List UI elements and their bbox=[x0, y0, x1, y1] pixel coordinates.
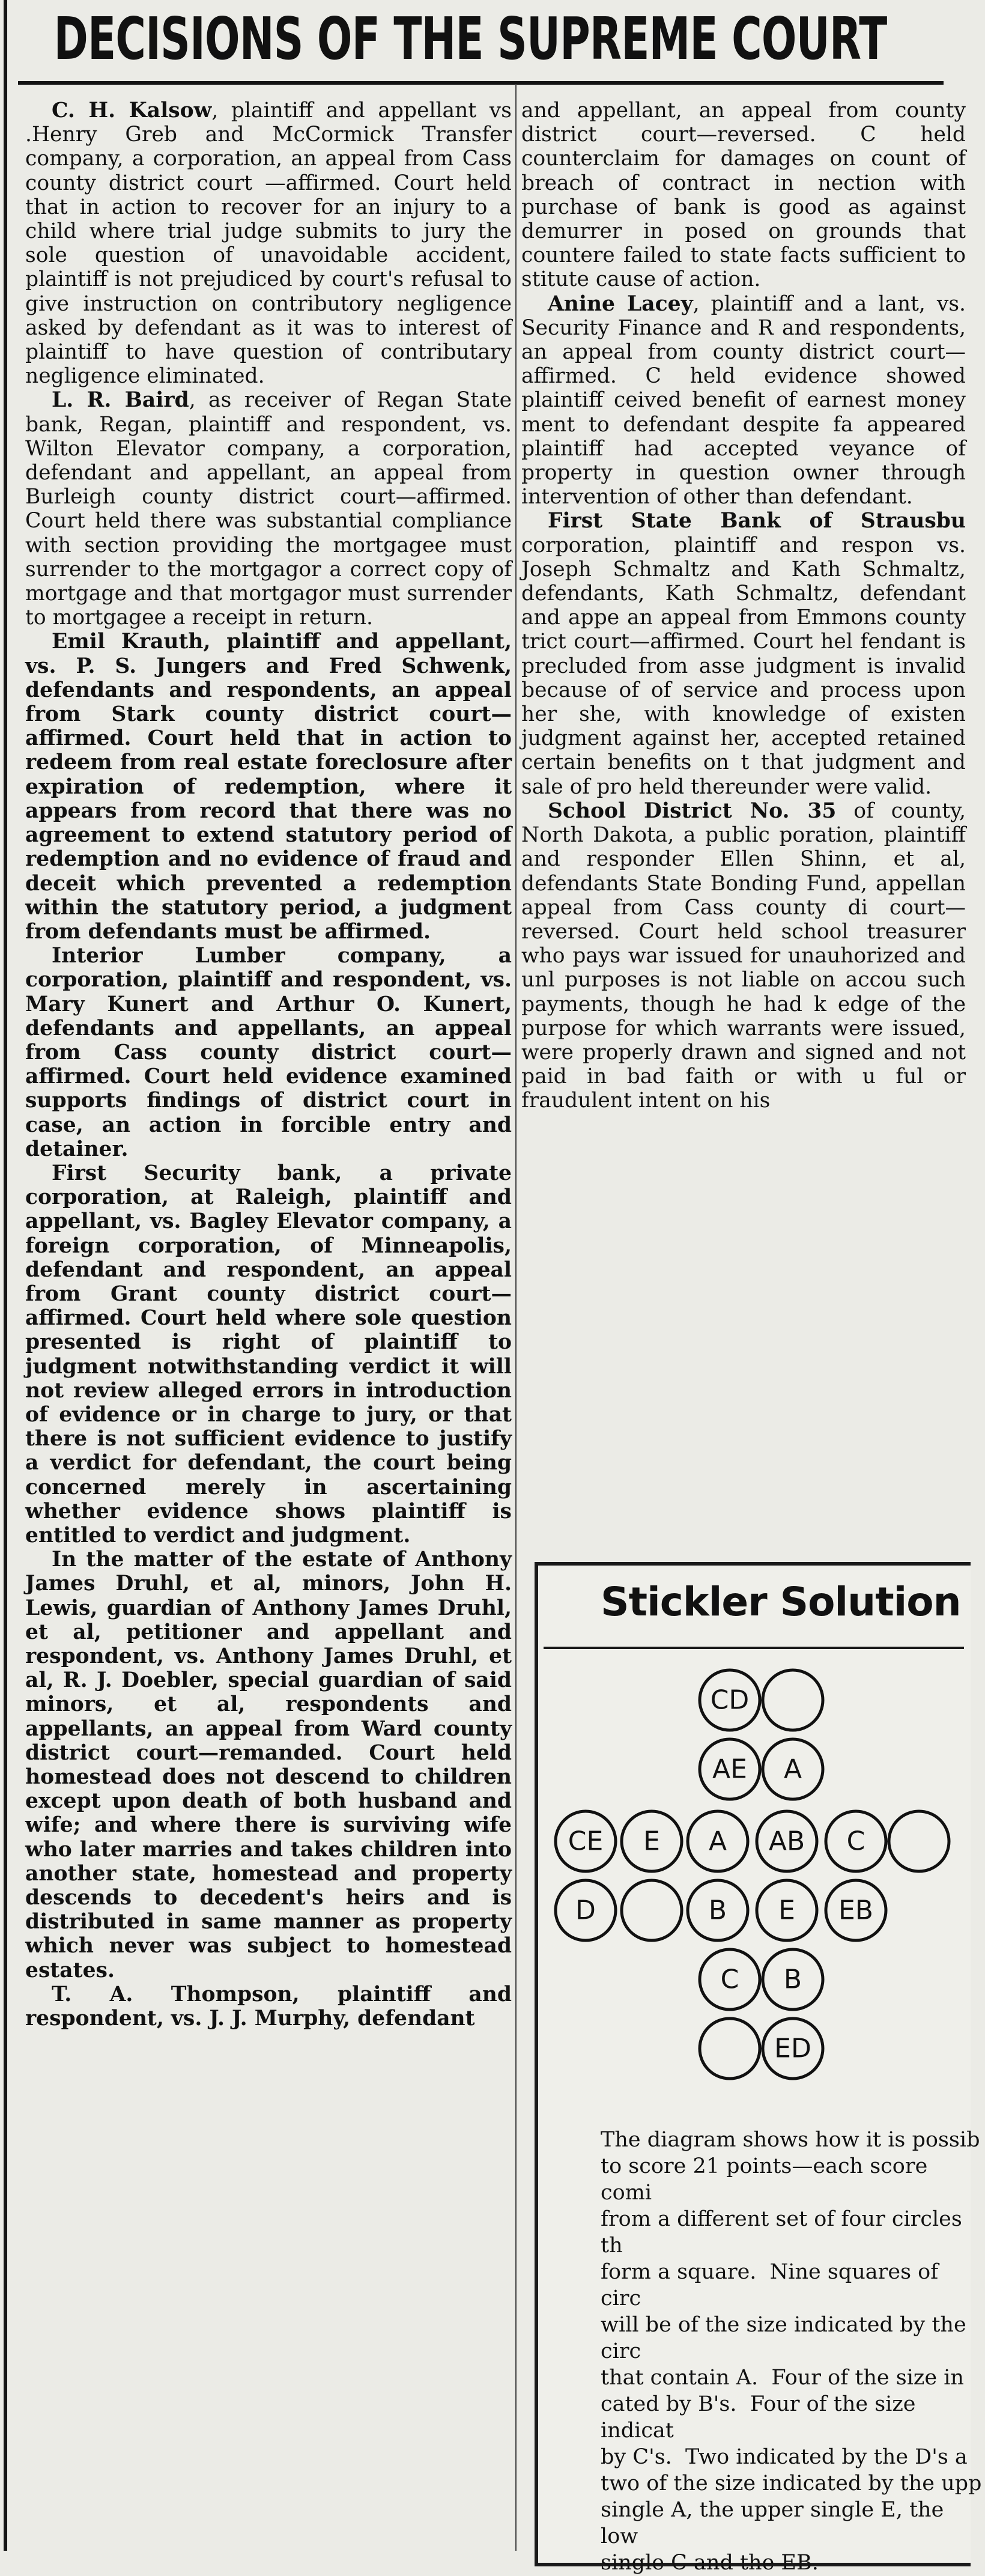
right-column bbox=[521, 99, 966, 1113]
diagram-circle bbox=[826, 1880, 886, 1940]
case-text: , as receiver of Regan State bank, Regan, plaintiff and respondent, vs. Wilton Elevator company, a corporation, defendant and appellant, an appeal from Burleigh county district court—affirmed. Court held there was substantial compliance with section providing the mortgagee must surrender to the mortgagor a correct copy of mortgage and that mortgagor must surrender to mortgagee a receipt in return. bbox=[25, 388, 512, 630]
circle-label: ED bbox=[774, 2033, 811, 2064]
headline: DECISIONS OF THE SUPREME COURT bbox=[53, 5, 887, 73]
circle-label: A bbox=[708, 1826, 727, 1857]
case-paragraph bbox=[521, 509, 966, 798]
diagram-circle bbox=[700, 2019, 760, 2079]
case-text: , a private corporation, at Raleigh, plaintiff and appellant, vs. Bagley Elevator company, a foreign corporation, of Minneapolis, defendant and respondent, an appeal from Grant county district court—affirmed. Court held where sole question presented is right of plaintiff to judgment notwithstanding verdict it will not review alleged errors in introduction of evidence or in charge to jury, or that there is not sufficient evidence to justify a verdict for defendant, the court being concerned merely in ascertaining whether evidence shows plaintiff is entitled to verdict and judgment. bbox=[25, 1161, 512, 1548]
case-paragraph bbox=[25, 99, 512, 388]
case-paragraph bbox=[521, 799, 966, 1113]
circle-outline bbox=[622, 1880, 682, 1940]
diagram-circle bbox=[763, 1949, 823, 2009]
case-paragraph bbox=[521, 292, 966, 509]
stickler-caption: The diagram shows how it is possib to score 21 points—each score comi from a different set of four circles th form a square. Nine squares of circ will be of the size indicated by the circ that contain A. Four of the size in cated by B's. Four of the size indicat by C's. Two indicated by the D's a two of the size indicated by the upp single A, the upper single E, the low single C and the EB. bbox=[601, 2128, 982, 2575]
circle-label: C bbox=[720, 1964, 739, 1995]
left-column bbox=[25, 99, 512, 2031]
case-paragraph bbox=[25, 1548, 512, 1982]
diagram-circle bbox=[700, 1949, 760, 2009]
stickler-title: Stickler Solution bbox=[601, 1579, 961, 1625]
circle-outline bbox=[763, 1670, 823, 1730]
diagram-circle bbox=[763, 1670, 823, 1730]
case-paragraph bbox=[25, 1161, 512, 1548]
diagram-circle bbox=[757, 1811, 817, 1871]
diagram-circle bbox=[826, 1811, 886, 1871]
case-lead: Emil Krauth bbox=[52, 630, 204, 654]
diagram-circle bbox=[688, 1880, 748, 1940]
diagram-circle bbox=[700, 1670, 760, 1730]
circle-label: C bbox=[846, 1826, 865, 1857]
diagram-circle bbox=[700, 1739, 760, 1799]
case-text: , plaintiff and a lant, vs. Security Finance and R and respondents, an appeal from county district court—affirmed. C held evidence showed plaintiff ceived benefit of earnest money ment to defendant despite fa appeared plaintiff had accepted veyance of property in question owner through intervention of other than defendant. bbox=[521, 291, 966, 509]
circle-label: B bbox=[783, 1964, 802, 1995]
case-text: , et al, minors, John H. Lewis, guardian of Anthony James Druhl, et al, petitioner and appellant and respondent, vs. Anthony James Druhl, et al, R. J. Doebler, special guardian of said minors, et al, respondents and appellants, an appeal from Ward county district court—remanded. Court held homestead does not descend to children except upon death of both husband and wife; and where there is surviving wife who later marries and takes children into another state, homestead and property descends to decedent's heirs and is distributed in same manner as property which never was subject to homestead estates. bbox=[25, 1572, 512, 1982]
case-lead: First Security bank bbox=[52, 1161, 335, 1185]
circle-label: E bbox=[778, 1895, 795, 1926]
case-text: , plaintiff and appellant, vs. P. S. Jungers and Fred Schwenk, defendants and respondents, an appeal from Stark county district court—affirmed. Court held that in action to redeem from real estate foreclosure after expiration of redemption, where it appears from record that there was no agreement to extend statutory period of redemption and no evidence of fraud and deceit which prevented a redemption within the statutory period, a judgment from defendants must be affirmed. bbox=[25, 630, 512, 944]
stickler-diagram bbox=[544, 1658, 964, 2115]
circle-label: D bbox=[575, 1895, 596, 1926]
circle-label: AB bbox=[768, 1826, 805, 1857]
circle-outline bbox=[700, 2019, 760, 2079]
case-paragraph bbox=[25, 944, 512, 1161]
case-lead: C. H. Kalsow bbox=[52, 99, 212, 123]
case-lead: Interior Lumber company bbox=[52, 944, 439, 968]
diagram-circle bbox=[757, 1880, 817, 1940]
diagram-circle bbox=[556, 1880, 616, 1940]
circle-label: E bbox=[643, 1826, 660, 1857]
case-lead: First State Bank of Strausbu bbox=[548, 509, 966, 533]
case-lead: Anine Lacey bbox=[548, 291, 693, 316]
case-text: , a corporation, plaintiff and respondent, vs. Mary Kunert and Arthur O. Kunert, defendants and appellants, an appeal from Cass county district court—affirmed. Court held evidence examined supports findings of district court in case, an action in forcible entry and detainer. bbox=[25, 944, 512, 1161]
diagram-circle bbox=[622, 1880, 682, 1940]
headline-banner bbox=[18, 0, 944, 85]
left-column-rule bbox=[4, 0, 7, 2551]
case-text: of county, North Dakota, a public poration, plaintiff and responder Ellen Shinn, et al, defendants State Bonding Fund, appellan appeal from Cass county di court—reversed. Court held school treasurer who pays war issued for unauhorized and unl purposes is not liable on accou such payments, though he had k edge of the purpose for which warrants were issued, were properly drawn and signed and not paid in bad faith or with u ful or fraudulent intent on his bbox=[521, 798, 966, 1113]
circle-label: CE bbox=[568, 1826, 604, 1857]
circle-label: EB bbox=[838, 1895, 873, 1926]
stickler-title-rule bbox=[544, 1647, 964, 1649]
diagram-circle bbox=[763, 2019, 823, 2079]
case-text: , plaintiff and respondent, vs. J. J. Murphy, defendant bbox=[25, 1982, 512, 2031]
column-divider bbox=[515, 84, 517, 2551]
case-lead: L. R. Baird bbox=[52, 388, 189, 413]
diagram-circle bbox=[763, 1739, 823, 1799]
case-text: and appellant, an appeal from county district court—reversed. C held counterclaim for damages on count of breach of contract in nection with purchase of bank is good as against demurrer in posed on grounds that countere failed to state facts sufficient to stitute cause of action. bbox=[521, 99, 966, 292]
case-text: corporation, plaintiff and respon vs. Joseph Schmaltz and Kath Schmaltz, defendants, Kath Schmaltz, defendant and appe an appeal from Emmons county trict court—affirmed. Court hel fendant is precluded from asse judgment is invalid because of of service and process upon her she, with knowledge of existen judgment against her, accepted retained certain benefits on t that judgment and sale of pro held thereunder were valid. bbox=[521, 533, 966, 799]
circle-label: AE bbox=[712, 1754, 747, 1785]
case-paragraph bbox=[25, 1982, 512, 2031]
case-lead: In the matter of the estate of Anthony James Druhl bbox=[25, 1548, 512, 1596]
case-text: , plaintiff and appellant vs .Henry Greb and McCormick Transfer company, a corporation, an appeal from Cass county district court —affirmed. Court held that in action to recover for an injury to a child where trial judge submits to jury the sole question of unavoidable accident, plaintiff is not prejudiced by court's refusal to give instruction on contributory negligence asked by defendant as it was to interest of plaintiff to have question of contributary negligence eliminated. bbox=[25, 99, 512, 389]
circle-label: A bbox=[783, 1754, 802, 1785]
case-paragraph bbox=[25, 388, 512, 630]
diagram-circle-edge bbox=[889, 1811, 949, 1871]
diagram-circle bbox=[688, 1811, 748, 1871]
case-lead: T. A. Thompson bbox=[52, 1982, 292, 2006]
diagram-circle bbox=[622, 1811, 682, 1871]
circle-label: CD bbox=[710, 1684, 750, 1716]
circle-layer bbox=[556, 1670, 949, 2079]
case-paragraph bbox=[25, 630, 512, 944]
circle-label: B bbox=[708, 1895, 727, 1926]
diagram-circle bbox=[556, 1811, 616, 1871]
case-lead: School District No. 35 bbox=[548, 798, 837, 823]
case-paragraph bbox=[521, 99, 966, 292]
